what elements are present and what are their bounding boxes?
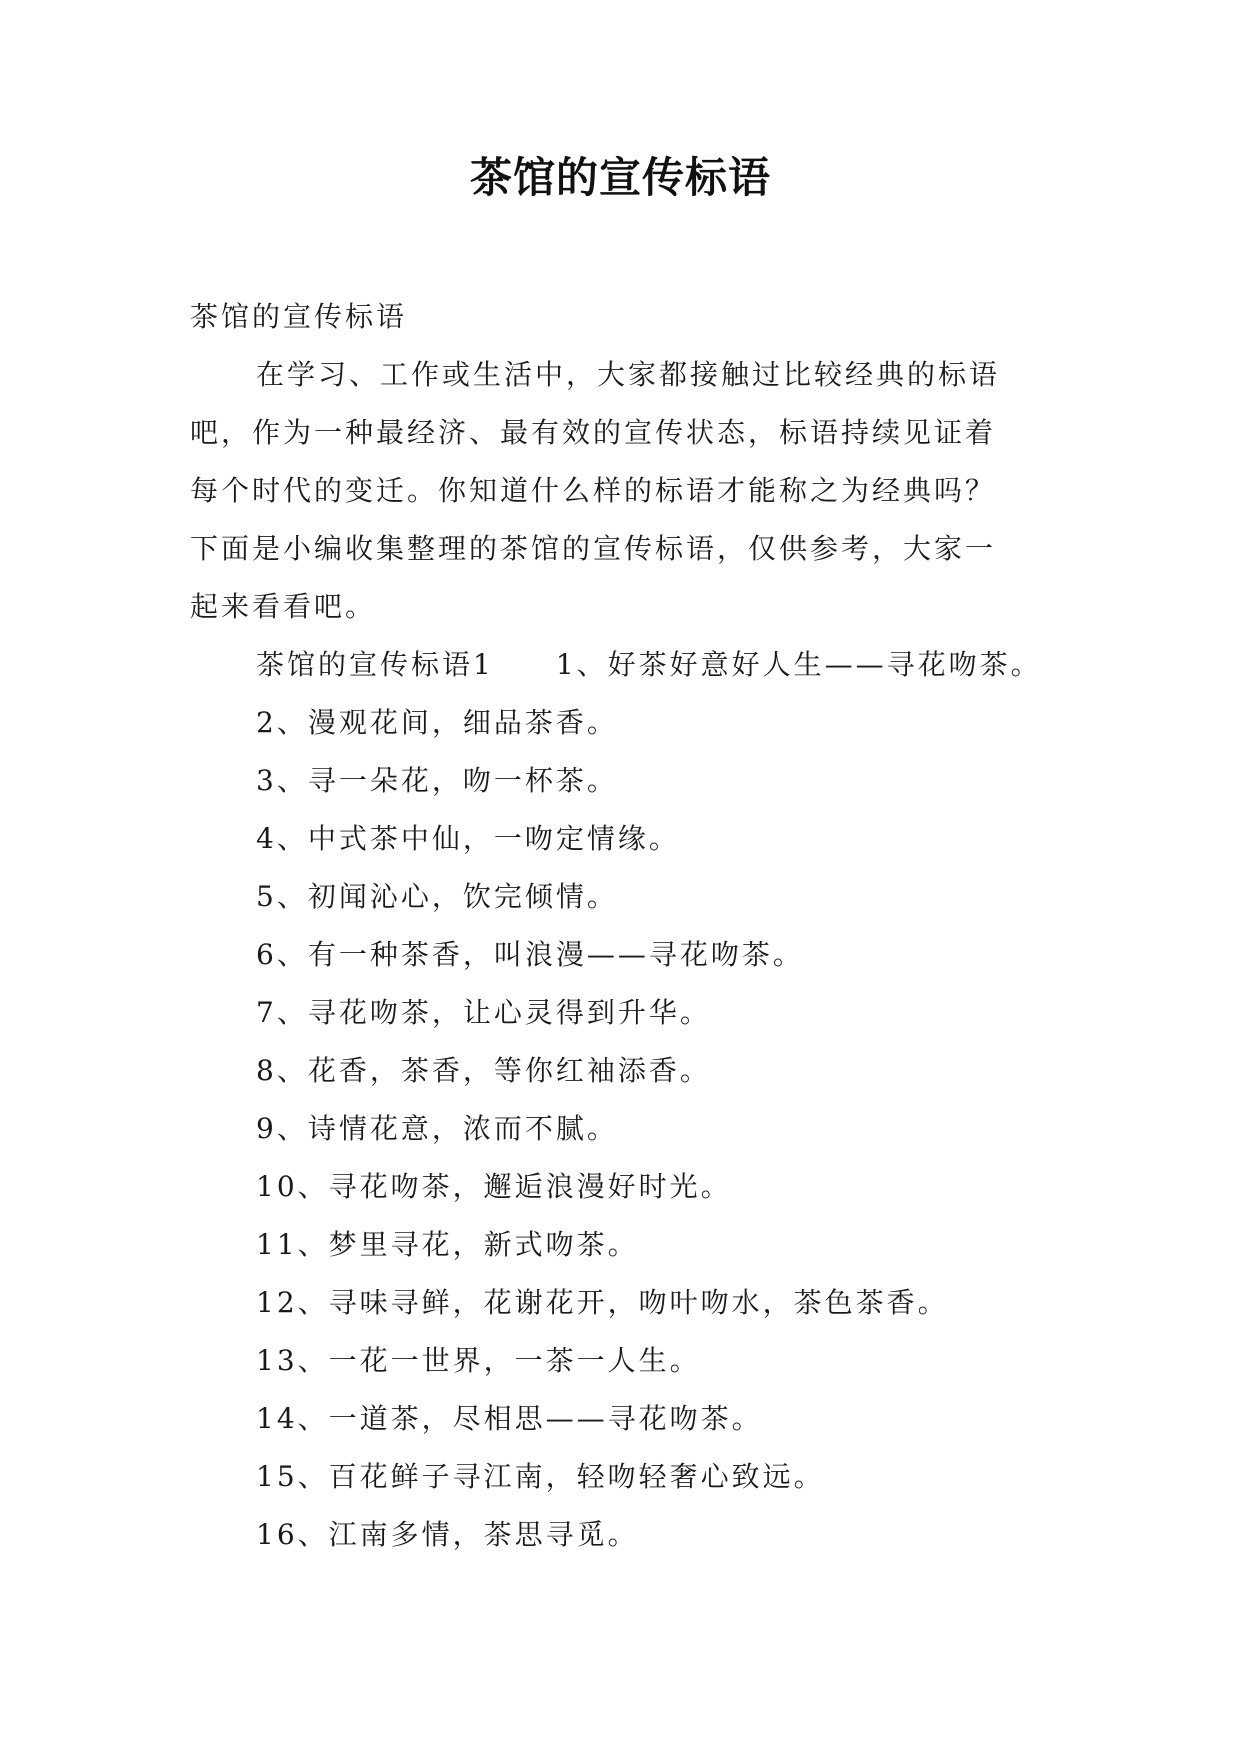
subtitle-line: 茶馆的宣传标语 <box>190 300 408 333</box>
slogan-item: 14、一道茶，尽相思——寻花吻茶。 <box>256 1402 763 1435</box>
slogan-item: 7、寻花吻茶，让心灵得到升华。 <box>256 996 711 1029</box>
intro-line: 每个时代的变迁。你知道什么样的标语才能称之为经典吗？ <box>190 474 997 507</box>
slogan-item: 3、寻一朵花，吻一杯茶。 <box>256 764 618 797</box>
intro-line: 在学习、工作或生活中，大家都接触过比较经典的标语 <box>256 358 1001 391</box>
slogan-item: 9、诗情花意，浓而不腻。 <box>256 1112 618 1145</box>
slogan-item: 12、寻味寻鲜，花谢花开，吻叶吻水，茶色茶香。 <box>256 1286 949 1319</box>
slogan-item: 10、寻花吻茶，邂逅浪漫好时光。 <box>256 1170 732 1203</box>
slogan-item: 6、有一种茶香，叫浪漫——寻花吻茶。 <box>256 938 804 971</box>
slogan-item: 5、初闻沁心，饮完倾情。 <box>256 880 618 913</box>
intro-line: 起来看看吧。 <box>190 590 377 623</box>
document-title: 茶馆的宣传标语 <box>469 153 771 202</box>
slogan-item: 4、中式茶中仙，一吻定情缘。 <box>256 822 680 855</box>
intro-line: 下面是小编收集整理的茶馆的宣传标语，仅供参考，大家一 <box>190 532 997 565</box>
slogan-item: 15、百花鲜子寻江南，轻吻轻奢心致远。 <box>256 1460 825 1493</box>
slogan-item: 11、梦里寻花，新式吻茶。 <box>256 1228 639 1261</box>
section-heading: 茶馆的宣传标语1 1、好茶好意好人生——寻花吻茶。 <box>256 648 1042 681</box>
slogan-item: 16、江南多情，茶思寻觅。 <box>256 1518 639 1551</box>
slogan-item: 2、漫观花间，细品茶香。 <box>256 706 618 739</box>
slogan-item: 8、花香，茶香，等你红袖添香。 <box>256 1054 711 1087</box>
document-body <box>190 288 1060 1564</box>
slogan-item: 13、一花一世界，一茶一人生。 <box>256 1344 701 1377</box>
intro-line: 吧，作为一种最经济、最有效的宣传状态，标语持续见证着 <box>190 416 997 449</box>
